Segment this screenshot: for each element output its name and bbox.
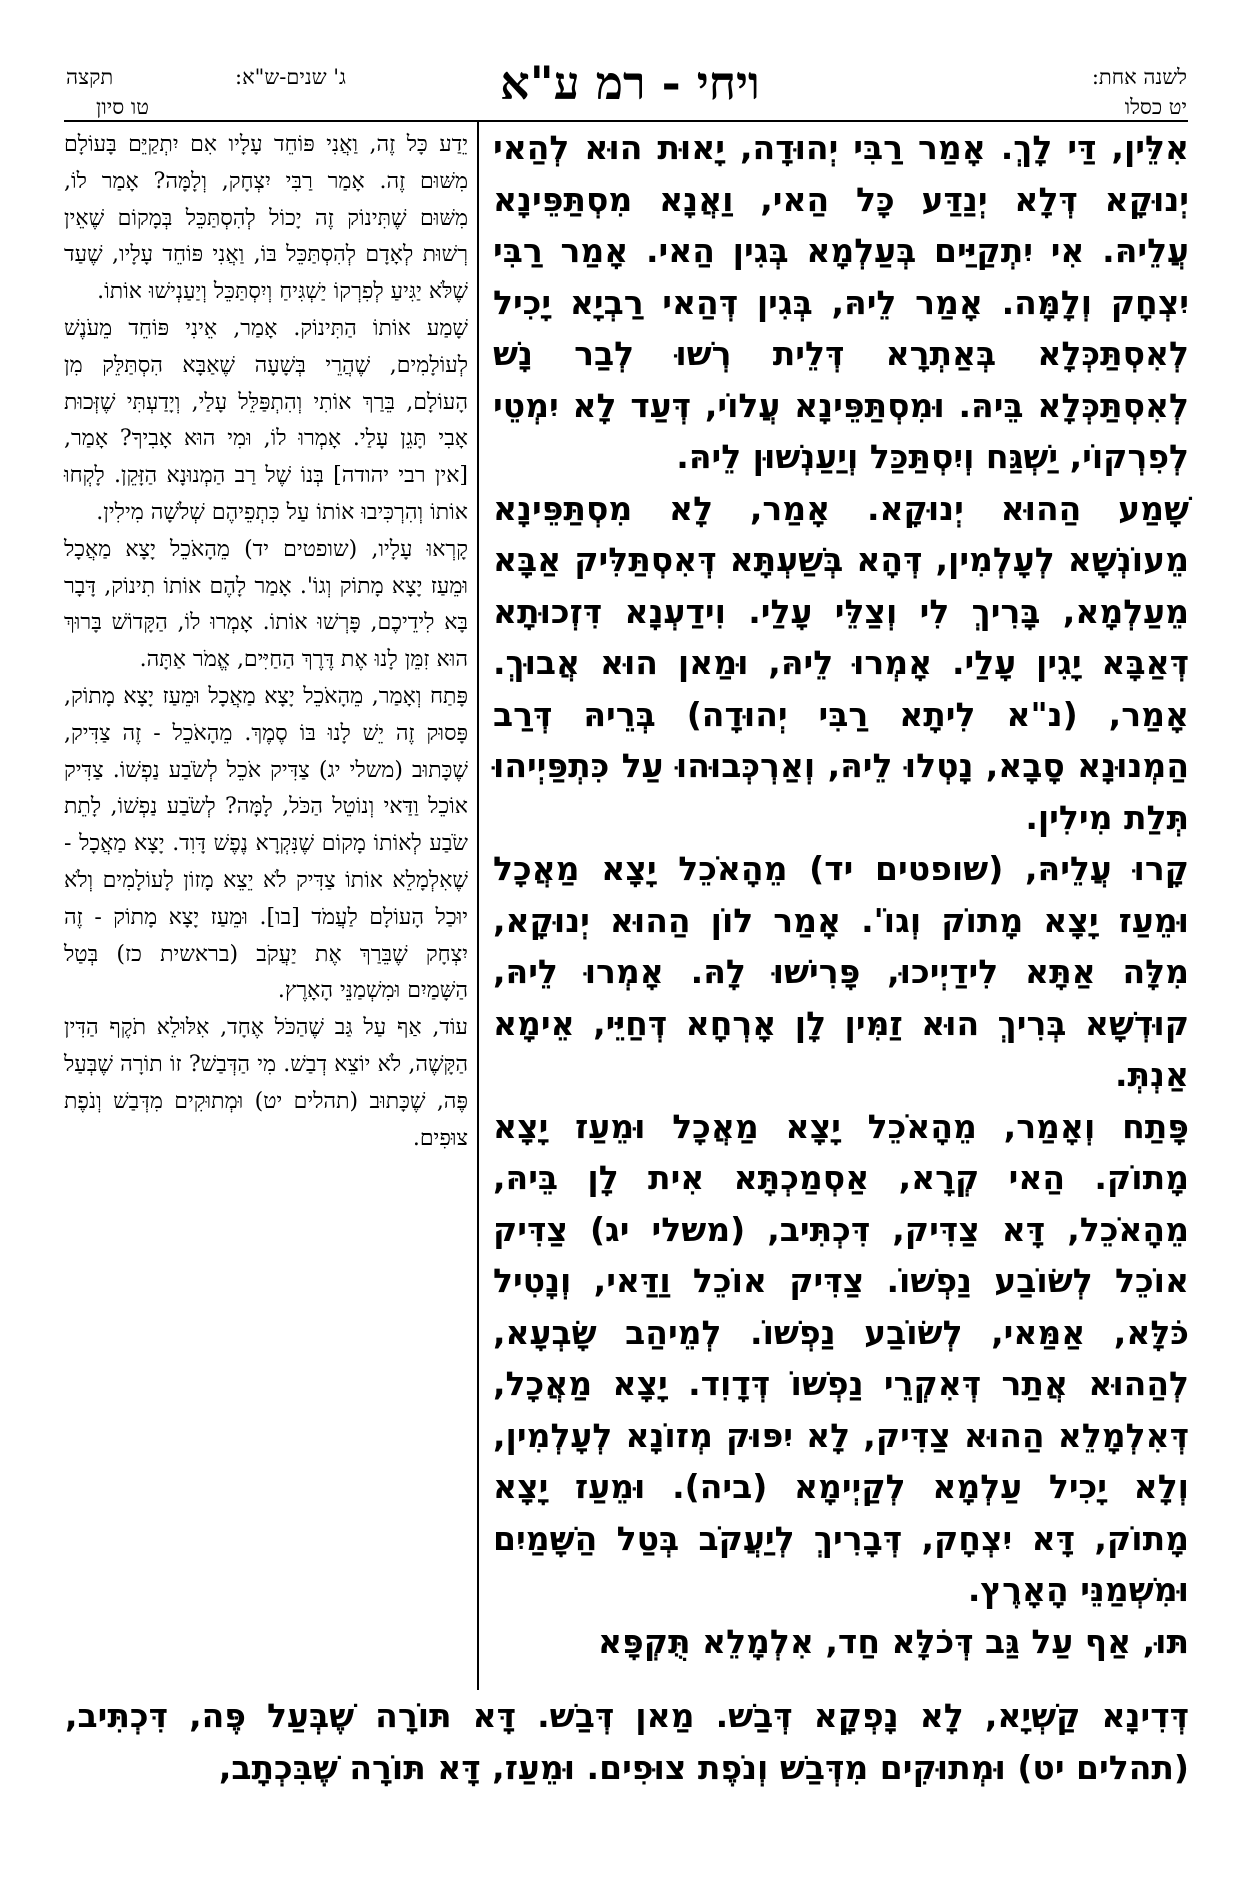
side-paragraph: פָּתַח וְאָמַר, מֵהָאֹכֵל יָצָא מַאֲכָל וּמֵעַז יָצָא מָתוֹק, פָּסוּק זֶה יֵשׁ לָנוּ בּוֹ סֶמֶךְ. מֵהָאֹכֵל - זֶה צַדִּיק, שֶׁכָּתוּב (משלי יג) צַדִּיק אֹכֵל לְשֹׂבַע נַפְשׁוֹ. צַדִּיק אוֹכֵל וַדַּאי וְנוֹטֵל הַכֹּל, לָמָּה? לְשֹׂבַע נַפְשׁוֹ, לָתֵת שֹׂבַע לְאוֹתוֹ מָקוֹם שֶׁנִּקְרָא נֶפֶשׁ דָּוִד. יָצָא מַאֲכָל - שֶׁאִלְמָלֵא אוֹתוֹ צַדִּיק לֹא יֵצֵא מָזוֹן לָעוֹלָמִים וְלֹא יוּכַל הָעוֹלָם לַעֲמֹד [בו]. וּמֵעַז יָצָא מָתוֹק - זֶה יִצְחָק שֶׁבֵּרַךְ אֶת יַעֲקֹב (בראשית כז) בְּטַל הַשָּׁמַיִם וּמִשְׁמַנֵּי הָאָרֶץ.: [64, 683, 468, 1004]
side-paragraph: שָׁמַע אוֹתוֹ הַתִּינוֹק. אָמַר, אֵינִי פּוֹחֵד מֵעֹנֶשׁ לְעוֹלָמִים, שֶׁהֲרֵי בְּשָׁעָה שֶׁאַבָּא הִסְתַּלֵּק מִן הָעוֹלָם, בֵּרַךְ אוֹתִי וְהִתְפַּלֵּל עָלַי, וְיָדַעְתִּי שֶׁזְּכוּת אָבִי תָּגֵן עָלַי. אָמְרוּ לוֹ, וּמִי הוּא אָבִיךָ? אָמַר, [אין רבי יהודה] בְּנוֹ שֶׁל רַב הַמְנוּנָא הַזָּקֵן. לָקְחוּ אוֹתוֹ וְהִרְכִּיבוּ אוֹתוֹ עַל כִּתְפֵיהֶם שְׁלֹשָׁה מִילִין.: [64, 315, 468, 525]
one-year-label: לשנה אחת:: [1091, 65, 1187, 89]
bottom-full-width-text: [65, 1690, 1189, 1793]
page-number: תקצה: [66, 65, 114, 89]
main-paragraph: קָרוּ עֲלֵיהּ, (שופטים יד) מֵהָאֹכֵל יָצָא מַאֲכָל וּמֵעַז יָצָא מָתוֹק וְגוֹ'. אָמַר לוֹן הַהוּא יְנוּקָא, מִלָּה אַתָּא לִידַיְיכוּ, פָּרִישׁוּ לָהּ. אָמְרוּ לֵיהּ, קוּדְשָׁא בְּרִיךְ הוּא זַמִּין לָן אָרְחָא דְּחַיֵּי, אֵימָא אַנְתְּ.: [493, 849, 1189, 1094]
main-paragraph: פָּתַח וְאָמַר, מֵהָאֹכֵל יָצָא מַאֲכָל וּמֵעַז יָצָא מָתוֹק. הַאי קְרָא, אַסְמַכְתָּא אִית לָן בֵּיהּ, מֵהָאֹכֵל, דָּא צַדִּיק, דִּכְתִּיב, (משלי יג) צַדִּיק אוֹכֵל לְשׂוֹבַע נַפְשׁוֹ. צַדִּיק אוֹכֵל וַדַּאי, וְנָטִיל כֹּלָּא, אַמַּאי, לְשׂוֹבַע נַפְשׁוֹ. לְמֵיהַב שָׂבְעָא, לְהַהוּא אֲתַר דְּאִקְרֵי נַפְשׁוֹ דְּדָוִד. יָצָא מַאֲכָל, דְּאִלְמָלֵא הַהוּא צַדִּיק, לָא יִפּוּק מְזוֹנָא לְעָלְמִין, וְלָא יָכִיל עַלְמָא לְקַיְימָא (ביה). וּמֵעַז יָצָא מָתוֹק, דָּא יִצְחָק, דְּבָרִיךְ לְיַעֲקֹב בְּטַל הַשָּׁמַיִם וּמִשְׁמַנֵּי הָאָרֶץ.: [493, 1106, 1189, 1609]
side-paragraph: עוֹד, אַף עַל גַּב שֶׁהַכֹּל אֶחָד, אִלּוּלֵא תֹקֶף הַדִּין הַקָּשֶׁה, לֹא יוֹצֵא דְבַשׁ. מִי הַדְּבַשׁ? זוֹ תוֹרָה שֶׁבְּעַל פֶּה, שֶׁכָּתוּב (תהלים יט) וּמְתוּקִים מִדְּבַשׁ וְנֹפֶת צוּפִים.: [64, 1015, 468, 1151]
aramaic-main-column: [493, 122, 1189, 1667]
hebrew-translation-column: [64, 127, 468, 1157]
main-paragraph: אִלֵּין, דַּי לָךְ. אָמַר רַבִּי יְהוּדָה, יָאוּת הוּא לְהַאי יְנוּקָא דְּלָא יְנַדַּע כָּל הַאי, וַאֲנָא מִסְתַּפֵּינָא עֲלֵיהּ. אִי יִתְקַיַּים בְּעַלְמָא בְּגִין הַאי. אָמַר רַבִּי יִצְחָק וְלָמָּה. אָמַר לֵיהּ, בְּגִין דְּהַאי רַבְיָא יָכִיל לְאִסְתַּכְּלָא בְּאַתְרָא דְּלֵית רְשׁוּ לְבַר נָשׁ לְאִסְתַּכְּלָא בֵּיהּ. וּמִסְתַּפֵּינָא עֲלוֹי, דְּעַד לָא יִמְטֵי לְפִרְקוֹי, יַשְׁגַּח וְיִסְתַּכַּל וְיַעַנְשׁוּן לֵיהּ.: [493, 128, 1189, 476]
page-title: ויחי - רמ ע"א: [500, 56, 760, 110]
side-paragraph: יֵדַע כָּל זֶה, וַאֲנִי פּוֹחֵד עָלָיו אִם יִתְקַיֵּם בָּעוֹלָם מִשּׁוּם זֶה. אָמַר רַבִּי יִצְחָק, וְלָמָּה? אָמַר לוֹ, מִשּׁוּם שֶׁתִּינוֹק זֶה יָכוֹל לְהִסְתַּכֵּל בְּמָקוֹם שֶׁאֵין רְשׁוּת לְאָדָם לְהִסְתַּכֵּל בּוֹ, וַאֲנִי פּוֹחֵד עָלָיו, שֶׁעַד שֶׁלֹּא יַגִּיעַ לְפִרְקוֹ יַשְׁגִּיחַ וְיִסְתַּכֵּל וְיַעַנְישׁוּ אוֹתוֹ.: [64, 132, 468, 305]
column-divider: [477, 122, 479, 1690]
header-left: [66, 62, 346, 122]
one-year-date: יט כסלו: [1124, 95, 1187, 119]
three-year-date: טו סיון: [96, 95, 149, 119]
side-paragraph: קָרְאוּ עָלָיו, (שופטים יד) מֵהָאֹכֵל יָצָא מַאֲכָל וּמֵעַז יָצָא מָתוֹק וְגוֹ'. אָמַר לָהֶם אוֹתוֹ תִינוֹק, דָּבָר בָּא לִידֵיכֶם, פָּרְשׁוּ אוֹתוֹ. אָמְרוּ לוֹ, הַקָּדוֹשׁ בָּרוּךְ הוּא זִמֵּן לָנוּ אֶת דֶּרֶךְ הַחַיִּים, אֱמֹר אַתָּה.: [64, 536, 468, 673]
bottom-paragraph: דְּדִינָא קַשְׁיָא, לָא נָפְקָא דְּבַשׁ. מַאן דְּבַשׁ. דָּא תּוֹרָה שֶׁבְּעַל פֶּה, דִּכְתִּיב, (תהלים יט) וּמְתוּקִים מִדְּבַשׁ וְנֹפֶת צוּפִים. וּמֵעַז, דָּא תּוֹרָה שֶׁבִּכְתָב,: [65, 1696, 1189, 1787]
three-year-label: ג' שנים-ש"א:: [235, 65, 346, 89]
main-paragraph: שָׁמַע הַהוּא יְנוּקָא. אָמַר, לָא מִסְתַּפֵּינָא מֵעוֹנְשָׁא לְעָלְמִין, דְּהָא בְּשַׁעְתָּא דְּאִסְתַּלִּיק אַבָּא מֵעַלְמָא, בָּרִיךְ לִי וְצַלֵּי עָלַי. וִידַעְנָא דִּזְכוּתָא דְּאַבָּא יָגִין עָלַי. אָמְרוּ לֵיהּ, וּמַאן הוּא אֲבוּךְ. אָמַר, (נ"א לִיתָא רַבִּי יְהוּדָה) בְּרֵיהּ דְּרַב הַמְנוּנָא סָבָא, נָטְלוּ לֵיהּ, וְאַרְכְּבוּהוּ עַל כִּתְפַּיְיהוּ תְּלַת מִילִין.: [493, 488, 1189, 837]
header-right: [987, 62, 1187, 122]
main-paragraph: תּוּ, אַף עַל גַּב דְּכֹלָּא חַד, אִלְמָלֵא תֻּקְפָּא: [597, 1621, 1189, 1661]
